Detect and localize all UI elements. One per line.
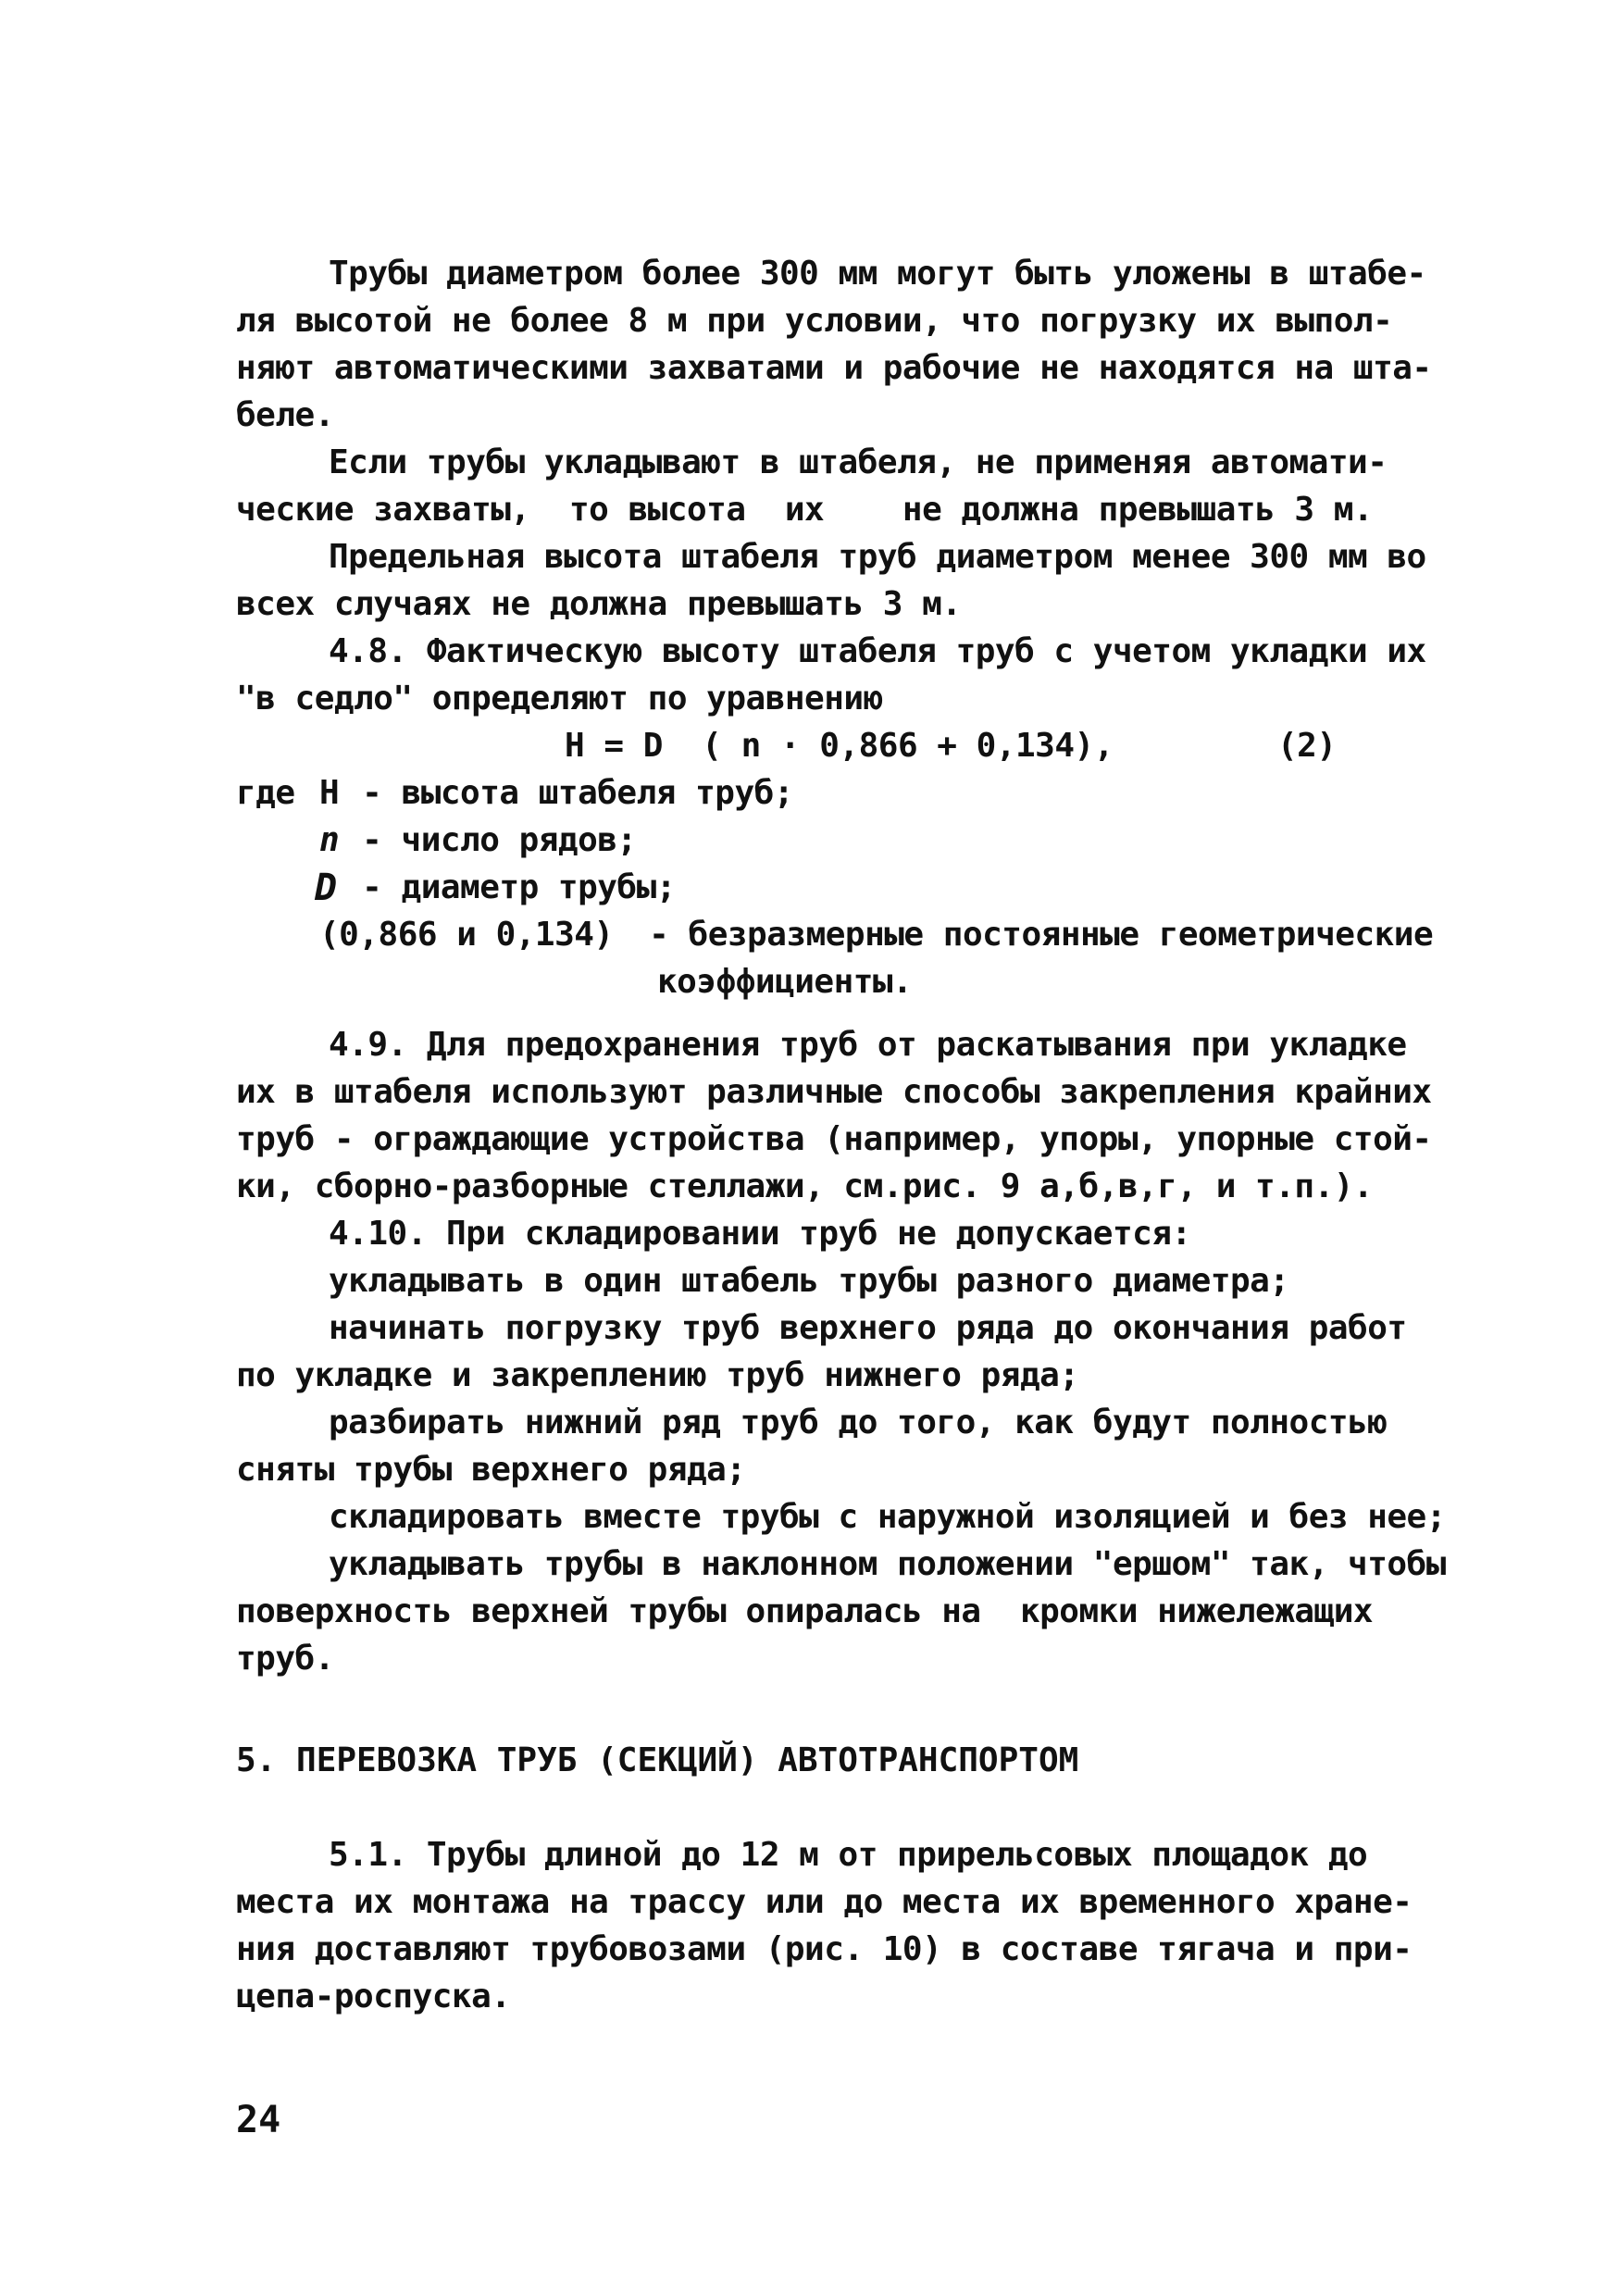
text-line: по укладке и закреплению труб нижнего ряда; xyxy=(236,1356,1079,1394)
formula-expression: Н = D ( n · 0,866 + 0,134), xyxy=(565,727,1114,765)
text-line: разбирать нижний ряд труб до того, как будут полностью xyxy=(329,1404,1388,1441)
text-line: труб. xyxy=(236,1640,334,1678)
text-line: складировать вместе трубы с наружной изоляцией и без нее; xyxy=(329,1498,1446,1536)
section-heading: 5. ПЕРЕВОЗКА ТРУБ (СЕКЦИЙ) АВТОТРАНСПОРТОМ xyxy=(236,1741,1079,1779)
text-line: труб - ограждающие устройства (например, упоры, упорные стой- xyxy=(236,1120,1432,1158)
text-line: Трубы диаметром более 300 мм могут быть уложены в штабе- xyxy=(329,255,1426,293)
legend-text: - безразмерные постоянные геометрические xyxy=(629,916,1434,954)
text-line: сняты трубы верхнего ряда; xyxy=(236,1451,746,1489)
text-line: места их монтажа на трассу или до места их временного хране- xyxy=(236,1883,1413,1921)
page-number: 24 xyxy=(236,2099,281,2141)
text-line: Предельная высота штабеля труб диаметром менее 300 мм во xyxy=(329,538,1426,576)
text-line: укладывать трубы в наклонном положении "ершом" так, чтобы xyxy=(329,1545,1446,1583)
formula-number: (2) xyxy=(1277,727,1337,765)
legend-text: коэффициенты. xyxy=(657,963,913,1001)
legend-text: - диаметр трубы; xyxy=(342,868,676,906)
text-line: ки, сборно-разборные стеллажи, см.рис. 9 а,б,в,г, и т.п.). xyxy=(236,1167,1374,1205)
text-line: ния доставляют трубовозами (рис. 10) в составе тягача и при- xyxy=(236,1930,1413,1968)
text-line: их в штабеля используют различные способы закрепления крайних xyxy=(236,1073,1432,1111)
text-line: ля высотой не более 8 м при условии, что погрузку их выпол- xyxy=(236,302,1393,340)
text-line: цепа-роспуска. xyxy=(236,1978,511,2015)
legend-symbol: (0,866 и 0,134) xyxy=(319,916,614,954)
legend-symbol: n xyxy=(319,821,340,859)
legend-symbol: Н xyxy=(319,774,340,812)
text-line: "в седло" определяют по уравнению xyxy=(236,680,883,718)
text-line: беле. xyxy=(236,396,334,434)
legend-symbol: D xyxy=(315,867,337,909)
text-line: Если трубы укладывают в штабеля, не применяя автомати- xyxy=(329,443,1388,481)
text-line: 5.1. Трубы длиной до 12 м от прирельсовых площадок до xyxy=(329,1836,1368,1874)
text-line: 4.8. Фактическую высоту штабеля труб с учетом укладки их xyxy=(329,632,1426,670)
text-line: 4.9. Для предохранения труб от раскатывания при укладке xyxy=(329,1026,1407,1064)
legend-prefix: где xyxy=(236,774,295,812)
text-line: поверхность верхней трубы опиралась на кромки нижележащих xyxy=(236,1592,1374,1630)
text-line: ческие захваты, то высота их не должна превышать 3 м. xyxy=(236,491,1374,529)
text-line: начинать погрузку труб верхнего ряда до окончания работ xyxy=(329,1309,1407,1347)
legend-text: - высота штабеля труб; xyxy=(342,774,793,812)
text-line: няют автоматическими захватами и рабочие не находятся на шта- xyxy=(236,349,1432,387)
text-line: 4.10. При складировании труб не допускается: xyxy=(329,1215,1191,1253)
text-line: всех случаях не должна превышать 3 м. xyxy=(236,585,962,623)
legend-text: - число рядов; xyxy=(342,821,637,859)
text-line: укладывать в один штабель трубы разного диаметра; xyxy=(329,1262,1289,1300)
